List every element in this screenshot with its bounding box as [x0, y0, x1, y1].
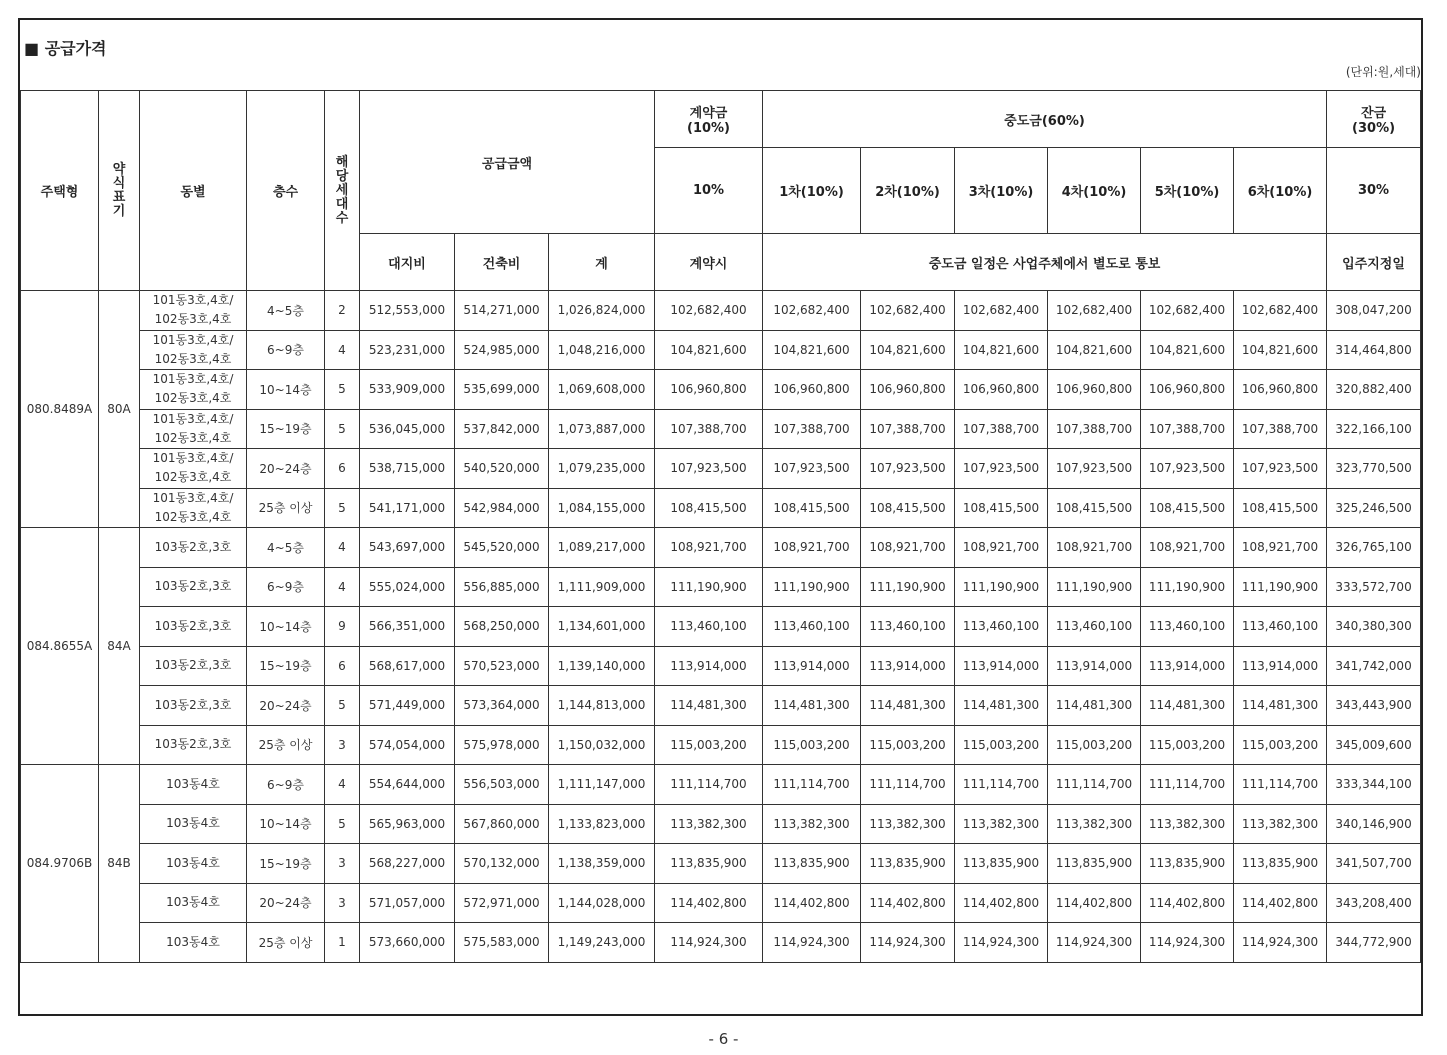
cell-households: 5	[325, 370, 360, 410]
cell-interim-2: 106,960,800	[861, 370, 955, 410]
cell-deposit: 113,835,900	[655, 844, 763, 884]
cell-land: 555,024,000	[360, 567, 455, 607]
cell-households: 5	[325, 686, 360, 726]
cell-interim-3: 102,682,400	[955, 291, 1048, 331]
cell-interim-4: 113,914,000	[1048, 646, 1141, 686]
cell-balance: 322,166,100	[1327, 409, 1421, 449]
cell-interim-6: 104,821,600	[1234, 330, 1327, 370]
cell-interim-6: 113,835,900	[1234, 844, 1327, 884]
cell-total: 1,073,887,000	[549, 409, 655, 449]
cell-interim-3: 114,481,300	[955, 686, 1048, 726]
cell-land: 574,054,000	[360, 725, 455, 765]
page-number: - 6 -	[708, 1030, 739, 1048]
header-building: 건축비	[455, 234, 549, 291]
cell-interim-1: 114,402,800	[763, 883, 861, 923]
cell-deposit: 113,382,300	[655, 804, 763, 844]
cell-balance: 326,765,100	[1327, 528, 1421, 568]
cell-dong: 103동2호,3호	[140, 567, 247, 607]
cell-interim-2: 107,388,700	[861, 409, 955, 449]
header-balance: 잔금 (30%)	[1327, 91, 1421, 148]
cell-building: 537,842,000	[455, 409, 549, 449]
cell-interim-3: 115,003,200	[955, 725, 1048, 765]
table-row	[21, 725, 1421, 765]
cell-balance: 345,009,600	[1327, 725, 1421, 765]
cell-housing-type: 084.8655A	[21, 528, 99, 765]
cell-total: 1,111,909,000	[549, 567, 655, 607]
table-row	[21, 883, 1421, 923]
header-balance-pct: 30%	[1327, 148, 1421, 234]
cell-land: 568,227,000	[360, 844, 455, 884]
cell-deposit: 113,460,100	[655, 607, 763, 647]
cell-interim-2: 108,921,700	[861, 528, 955, 568]
cell-floor: 15~19층	[247, 646, 325, 686]
cell-floor: 25층 이상	[247, 488, 325, 528]
cell-interim-6: 107,923,500	[1234, 449, 1327, 489]
cell-interim-5: 108,415,500	[1141, 488, 1234, 528]
cell-deposit: 114,402,800	[655, 883, 763, 923]
cell-interim-1: 102,682,400	[763, 291, 861, 331]
cell-total: 1,144,813,000	[549, 686, 655, 726]
cell-interim-6: 111,190,900	[1234, 567, 1327, 607]
cell-building: 570,523,000	[455, 646, 549, 686]
cell-interim-3: 113,382,300	[955, 804, 1048, 844]
table-row	[21, 488, 1421, 528]
cell-deposit: 114,481,300	[655, 686, 763, 726]
table-row	[21, 567, 1421, 607]
cell-households: 4	[325, 567, 360, 607]
cell-balance: 341,507,700	[1327, 844, 1421, 884]
cell-interim-6: 108,921,700	[1234, 528, 1327, 568]
cell-total: 1,079,235,000	[549, 449, 655, 489]
cell-interim-4: 102,682,400	[1048, 291, 1141, 331]
cell-households: 9	[325, 607, 360, 647]
section-title: ■ 공급가격	[24, 39, 107, 58]
cell-total: 1,144,028,000	[549, 883, 655, 923]
cell-interim-2: 113,914,000	[861, 646, 955, 686]
table-row	[21, 607, 1421, 647]
cell-housing-type: 084.9706B	[21, 765, 99, 963]
cell-interim-6: 114,402,800	[1234, 883, 1327, 923]
table-row	[21, 923, 1421, 963]
cell-interim-3: 113,835,900	[955, 844, 1048, 884]
cell-building: 514,271,000	[455, 291, 549, 331]
cell-building: 535,699,000	[455, 370, 549, 410]
table-row	[21, 370, 1421, 410]
cell-interim-5: 113,914,000	[1141, 646, 1234, 686]
header-balance-when: 입주지정일	[1327, 234, 1421, 291]
cell-dong: 103동2호,3호	[140, 607, 247, 647]
cell-households: 4	[325, 765, 360, 805]
cell-interim-4: 106,960,800	[1048, 370, 1141, 410]
cell-interim-4: 111,114,700	[1048, 765, 1141, 805]
cell-interim-6: 107,388,700	[1234, 409, 1327, 449]
cell-interim-6: 114,481,300	[1234, 686, 1327, 726]
header-floor: 층수	[247, 91, 325, 291]
cell-building: 575,978,000	[455, 725, 549, 765]
cell-households: 3	[325, 725, 360, 765]
cell-dong: 103동2호,3호	[140, 528, 247, 568]
header-interim: 중도금(60%)	[763, 91, 1327, 148]
cell-interim-6: 113,914,000	[1234, 646, 1327, 686]
cell-building: 556,503,000	[455, 765, 549, 805]
header-deposit-pct: 10%	[655, 148, 763, 234]
cell-deposit: 104,821,600	[655, 330, 763, 370]
cell-land: 573,660,000	[360, 923, 455, 963]
cell-households: 4	[325, 528, 360, 568]
cell-interim-1: 114,481,300	[763, 686, 861, 726]
header-interim-4: 4차(10%)	[1048, 148, 1141, 234]
header-deposit: 계약금 (10%)	[655, 91, 763, 148]
cell-floor: 4~5층	[247, 528, 325, 568]
cell-balance: 333,572,700	[1327, 567, 1421, 607]
cell-floor: 25층 이상	[247, 923, 325, 963]
cell-interim-2: 113,460,100	[861, 607, 955, 647]
cell-households: 3	[325, 883, 360, 923]
cell-interim-5: 107,388,700	[1141, 409, 1234, 449]
cell-deposit: 102,682,400	[655, 291, 763, 331]
cell-total: 1,133,823,000	[549, 804, 655, 844]
cell-households: 5	[325, 409, 360, 449]
cell-floor: 10~14층	[247, 370, 325, 410]
cell-interim-5: 107,923,500	[1141, 449, 1234, 489]
cell-land: 565,963,000	[360, 804, 455, 844]
cell-households: 3	[325, 844, 360, 884]
cell-households: 4	[325, 330, 360, 370]
header-land: 대지비	[360, 234, 455, 291]
cell-households: 6	[325, 646, 360, 686]
cell-deposit: 107,388,700	[655, 409, 763, 449]
cell-interim-2: 104,821,600	[861, 330, 955, 370]
cell-building: 572,971,000	[455, 883, 549, 923]
cell-total: 1,111,147,000	[549, 765, 655, 805]
cell-interim-3: 106,960,800	[955, 370, 1048, 410]
cell-interim-2: 111,114,700	[861, 765, 955, 805]
cell-deposit: 108,921,700	[655, 528, 763, 568]
cell-abbr: 84A	[99, 528, 140, 765]
cell-dong: 103동4호	[140, 804, 247, 844]
cell-dong: 103동2호,3호	[140, 686, 247, 726]
cell-interim-1: 107,388,700	[763, 409, 861, 449]
cell-interim-4: 108,415,500	[1048, 488, 1141, 528]
cell-interim-3: 111,190,900	[955, 567, 1048, 607]
cell-building: 570,132,000	[455, 844, 549, 884]
cell-land: 541,171,000	[360, 488, 455, 528]
cell-land: 566,351,000	[360, 607, 455, 647]
cell-interim-6: 115,003,200	[1234, 725, 1327, 765]
cell-interim-2: 114,924,300	[861, 923, 955, 963]
header-deposit-when: 계약시	[655, 234, 763, 291]
cell-interim-5: 115,003,200	[1141, 725, 1234, 765]
header-interim-3: 3차(10%)	[955, 148, 1048, 234]
cell-interim-2: 115,003,200	[861, 725, 955, 765]
cell-building: 568,250,000	[455, 607, 549, 647]
cell-interim-4: 107,923,500	[1048, 449, 1141, 489]
cell-interim-1: 115,003,200	[763, 725, 861, 765]
cell-households: 6	[325, 449, 360, 489]
cell-interim-2: 113,382,300	[861, 804, 955, 844]
cell-total: 1,069,608,000	[549, 370, 655, 410]
cell-interim-6: 106,960,800	[1234, 370, 1327, 410]
cell-floor: 20~24층	[247, 449, 325, 489]
cell-land: 523,231,000	[360, 330, 455, 370]
cell-dong: 101동3호,4호/ 102동3호,4호	[140, 409, 247, 449]
cell-balance: 323,770,500	[1327, 449, 1421, 489]
cell-balance: 320,882,400	[1327, 370, 1421, 410]
header-dong: 동별	[140, 91, 247, 291]
cell-interim-4: 104,821,600	[1048, 330, 1141, 370]
cell-interim-6: 114,924,300	[1234, 923, 1327, 963]
table-row	[21, 646, 1421, 686]
price-table-body	[21, 291, 1421, 963]
header-interim-6: 6차(10%)	[1234, 148, 1327, 234]
cell-floor: 6~9층	[247, 330, 325, 370]
cell-dong: 101동3호,4호/ 102동3호,4호	[140, 330, 247, 370]
cell-interim-1: 106,960,800	[763, 370, 861, 410]
cell-building: 573,364,000	[455, 686, 549, 726]
cell-interim-3: 113,914,000	[955, 646, 1048, 686]
cell-deposit: 111,190,900	[655, 567, 763, 607]
cell-interim-6: 113,382,300	[1234, 804, 1327, 844]
cell-interim-1: 108,415,500	[763, 488, 861, 528]
unit-note: (단위:원,세대)	[1345, 65, 1421, 79]
header-interim-2: 2차(10%)	[861, 148, 955, 234]
cell-interim-1: 108,921,700	[763, 528, 861, 568]
cell-interim-5: 114,481,300	[1141, 686, 1234, 726]
cell-interim-2: 114,402,800	[861, 883, 955, 923]
cell-interim-3: 108,415,500	[955, 488, 1048, 528]
cell-balance: 314,464,800	[1327, 330, 1421, 370]
cell-interim-2: 107,923,500	[861, 449, 955, 489]
cell-interim-5: 111,190,900	[1141, 567, 1234, 607]
cell-building: 575,583,000	[455, 923, 549, 963]
table-row	[21, 686, 1421, 726]
cell-building: 542,984,000	[455, 488, 549, 528]
cell-deposit: 113,914,000	[655, 646, 763, 686]
cell-total: 1,134,601,000	[549, 607, 655, 647]
cell-total: 1,089,217,000	[549, 528, 655, 568]
cell-interim-2: 113,835,900	[861, 844, 955, 884]
cell-interim-5: 102,682,400	[1141, 291, 1234, 331]
cell-interim-4: 113,835,900	[1048, 844, 1141, 884]
cell-interim-3: 108,921,700	[955, 528, 1048, 568]
cell-interim-4: 108,921,700	[1048, 528, 1141, 568]
cell-land: 554,644,000	[360, 765, 455, 805]
cell-interim-1: 107,923,500	[763, 449, 861, 489]
header-interim-when: 중도금 일정은 사업주체에서 별도로 통보	[763, 234, 1327, 291]
cell-interim-4: 114,481,300	[1048, 686, 1141, 726]
cell-dong: 103동4호	[140, 883, 247, 923]
cell-dong: 103동4호	[140, 844, 247, 884]
cell-dong: 101동3호,4호/ 102동3호,4호	[140, 291, 247, 331]
cell-interim-5: 114,924,300	[1141, 923, 1234, 963]
cell-floor: 15~19층	[247, 409, 325, 449]
cell-dong: 101동3호,4호/ 102동3호,4호	[140, 370, 247, 410]
cell-interim-5: 111,114,700	[1141, 765, 1234, 805]
cell-interim-3: 114,924,300	[955, 923, 1048, 963]
cell-interim-3: 114,402,800	[955, 883, 1048, 923]
cell-deposit: 107,923,500	[655, 449, 763, 489]
cell-floor: 10~14층	[247, 607, 325, 647]
cell-floor: 10~14층	[247, 804, 325, 844]
cell-dong: 101동3호,4호/ 102동3호,4호	[140, 449, 247, 489]
cell-interim-1: 113,835,900	[763, 844, 861, 884]
cell-households: 1	[325, 923, 360, 963]
supply-price-table	[20, 90, 1421, 963]
cell-interim-3: 107,388,700	[955, 409, 1048, 449]
cell-total: 1,026,824,000	[549, 291, 655, 331]
cell-interim-2: 108,415,500	[861, 488, 955, 528]
table-row	[21, 449, 1421, 489]
cell-interim-2: 114,481,300	[861, 686, 955, 726]
cell-households: 5	[325, 804, 360, 844]
cell-interim-4: 111,190,900	[1048, 567, 1141, 607]
header-interim-1: 1차(10%)	[763, 148, 861, 234]
cell-balance: 341,742,000	[1327, 646, 1421, 686]
cell-balance: 344,772,900	[1327, 923, 1421, 963]
cell-land: 571,449,000	[360, 686, 455, 726]
cell-land: 543,697,000	[360, 528, 455, 568]
cell-total: 1,150,032,000	[549, 725, 655, 765]
cell-total: 1,139,140,000	[549, 646, 655, 686]
cell-floor: 25층 이상	[247, 725, 325, 765]
cell-floor: 4~5층	[247, 291, 325, 331]
cell-interim-1: 113,382,300	[763, 804, 861, 844]
header-supply: 공급금액	[360, 91, 655, 234]
cell-interim-5: 113,382,300	[1141, 804, 1234, 844]
cell-interim-1: 113,460,100	[763, 607, 861, 647]
cell-interim-3: 111,114,700	[955, 765, 1048, 805]
cell-balance: 333,344,100	[1327, 765, 1421, 805]
cell-floor: 15~19층	[247, 844, 325, 884]
cell-interim-2: 111,190,900	[861, 567, 955, 607]
cell-deposit: 111,114,700	[655, 765, 763, 805]
cell-total: 1,149,243,000	[549, 923, 655, 963]
cell-dong: 103동4호	[140, 923, 247, 963]
cell-interim-1: 113,914,000	[763, 646, 861, 686]
cell-interim-3: 104,821,600	[955, 330, 1048, 370]
header-type: 주택형	[21, 91, 99, 291]
table-row	[21, 330, 1421, 370]
cell-interim-6: 111,114,700	[1234, 765, 1327, 805]
cell-housing-type: 080.8489A	[21, 291, 99, 528]
header-abbr: 약 식 표 기	[99, 91, 140, 291]
cell-balance: 325,246,500	[1327, 488, 1421, 528]
header-total: 계	[549, 234, 655, 291]
cell-interim-4: 113,382,300	[1048, 804, 1141, 844]
cell-interim-1: 114,924,300	[763, 923, 861, 963]
cell-building: 567,860,000	[455, 804, 549, 844]
cell-total: 1,138,359,000	[549, 844, 655, 884]
header-interim-5: 5차(10%)	[1141, 148, 1234, 234]
cell-interim-3: 113,460,100	[955, 607, 1048, 647]
cell-floor: 6~9층	[247, 567, 325, 607]
cell-deposit: 108,415,500	[655, 488, 763, 528]
table-row	[21, 804, 1421, 844]
cell-building: 556,885,000	[455, 567, 549, 607]
cell-interim-1: 111,114,700	[763, 765, 861, 805]
cell-dong: 103동2호,3호	[140, 725, 247, 765]
cell-interim-5: 108,921,700	[1141, 528, 1234, 568]
cell-interim-1: 111,190,900	[763, 567, 861, 607]
cell-balance: 340,380,300	[1327, 607, 1421, 647]
cell-households: 5	[325, 488, 360, 528]
table-row	[21, 765, 1421, 805]
cell-balance: 343,208,400	[1327, 883, 1421, 923]
cell-floor: 20~24층	[247, 883, 325, 923]
cell-interim-4: 107,388,700	[1048, 409, 1141, 449]
cell-interim-1: 104,821,600	[763, 330, 861, 370]
cell-abbr: 80A	[99, 291, 140, 528]
cell-deposit: 114,924,300	[655, 923, 763, 963]
cell-interim-4: 114,924,300	[1048, 923, 1141, 963]
cell-interim-5: 104,821,600	[1141, 330, 1234, 370]
cell-interim-5: 114,402,800	[1141, 883, 1234, 923]
cell-interim-3: 107,923,500	[955, 449, 1048, 489]
cell-interim-6: 108,415,500	[1234, 488, 1327, 528]
cell-land: 568,617,000	[360, 646, 455, 686]
cell-interim-5: 113,460,100	[1141, 607, 1234, 647]
cell-interim-6: 113,460,100	[1234, 607, 1327, 647]
cell-interim-5: 106,960,800	[1141, 370, 1234, 410]
cell-dong: 103동4호	[140, 765, 247, 805]
cell-dong: 101동3호,4호/ 102동3호,4호	[140, 488, 247, 528]
cell-households: 2	[325, 291, 360, 331]
cell-balance: 343,443,900	[1327, 686, 1421, 726]
cell-land: 538,715,000	[360, 449, 455, 489]
cell-abbr: 84B	[99, 765, 140, 963]
cell-balance: 340,146,900	[1327, 804, 1421, 844]
cell-interim-6: 102,682,400	[1234, 291, 1327, 331]
table-row	[21, 528, 1421, 568]
cell-land: 533,909,000	[360, 370, 455, 410]
cell-land: 512,553,000	[360, 291, 455, 331]
cell-floor: 6~9층	[247, 765, 325, 805]
table-row	[21, 291, 1421, 331]
cell-interim-4: 115,003,200	[1048, 725, 1141, 765]
cell-interim-2: 102,682,400	[861, 291, 955, 331]
cell-interim-4: 113,460,100	[1048, 607, 1141, 647]
cell-interim-4: 114,402,800	[1048, 883, 1141, 923]
cell-dong: 103동2호,3호	[140, 646, 247, 686]
table-row	[21, 409, 1421, 449]
cell-building: 545,520,000	[455, 528, 549, 568]
cell-total: 1,048,216,000	[549, 330, 655, 370]
cell-land: 536,045,000	[360, 409, 455, 449]
cell-building: 524,985,000	[455, 330, 549, 370]
cell-building: 540,520,000	[455, 449, 549, 489]
header-households: 해 당 세 대 수	[325, 91, 360, 291]
cell-interim-5: 113,835,900	[1141, 844, 1234, 884]
cell-deposit: 106,960,800	[655, 370, 763, 410]
cell-deposit: 115,003,200	[655, 725, 763, 765]
cell-floor: 20~24층	[247, 686, 325, 726]
cell-land: 571,057,000	[360, 883, 455, 923]
cell-balance: 308,047,200	[1327, 291, 1421, 331]
table-row	[21, 844, 1421, 884]
cell-total: 1,084,155,000	[549, 488, 655, 528]
